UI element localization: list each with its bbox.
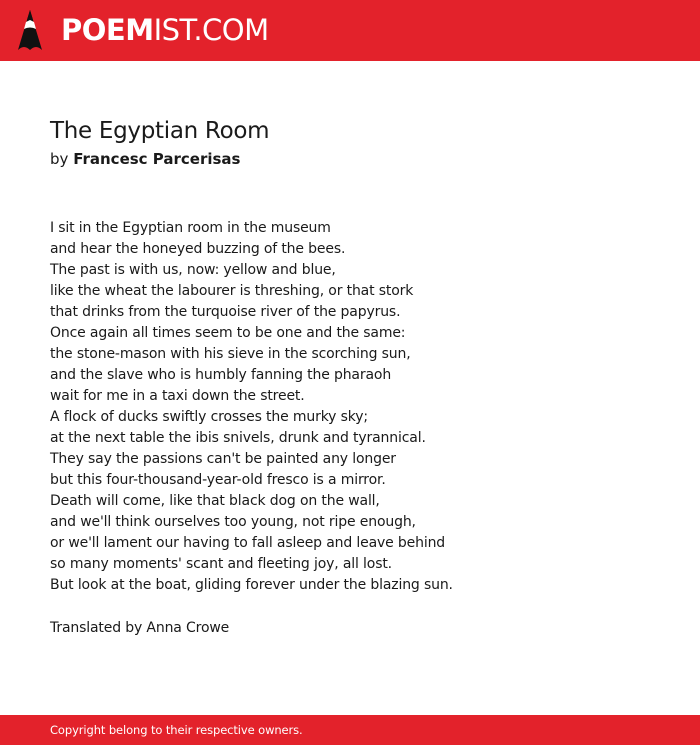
poem-line: like the wheat the labourer is threshing, or that stork (50, 283, 414, 299)
poem-line: the stone-mason with his sieve in the scorching sun, (50, 346, 411, 362)
poem-line: They say the passions can't be painted any longer (50, 451, 396, 467)
poem-line: but this four-thousand-year-old fresco is a mirror. (50, 472, 386, 488)
poem-line: and we'll think ourselves too young, not ripe enough, (50, 514, 416, 530)
logo-light-part: IST.COM (153, 13, 269, 47)
poem-line: or we'll lament our having to fall asleep and leave behind (50, 535, 446, 551)
site-footer (0, 715, 700, 745)
site-header (0, 0, 700, 61)
by-label: by (50, 150, 69, 168)
poem-heading (50, 114, 660, 169)
logo-bold-part: POEM (61, 13, 154, 47)
translator-note: Translated by Anna Crowe (50, 620, 230, 636)
poem-line: and hear the honeyed buzzing of the bees. (50, 241, 346, 257)
pencil-tip-icon (17, 9, 43, 52)
author-link[interactable]: Francesc Parcerisas (73, 150, 241, 168)
poem-line: at the next table the ibis snivels, drunk and tyrannical. (50, 430, 426, 446)
poem-line: wait for me in a taxi down the street. (50, 388, 305, 404)
site-logo-text (61, 12, 269, 48)
poem-title: The Egyptian Room (50, 118, 270, 144)
poem-line: A flock of ducks swiftly crosses the murky sky; (50, 409, 368, 425)
byline (50, 149, 660, 169)
poem-line: and the slave who is humbly fanning the pharaoh (50, 367, 392, 383)
poem-line: Once again all times seem to be one and the same: (50, 325, 406, 341)
poem-line: that drinks from the turquoise river of the papyrus. (50, 304, 401, 320)
copyright-text: Copyright belong to their respective owners. (50, 723, 303, 737)
poem-body (50, 218, 660, 596)
poem-line: The past is with us, now: yellow and blue, (50, 262, 336, 278)
poem-line: so many moments' scant and fleeting joy, all lost. (50, 556, 392, 572)
poem-line: I sit in the Egyptian room in the museum (50, 220, 331, 236)
poem-line: Death will come, like that black dog on the wall, (50, 493, 380, 509)
poem-line: But look at the boat, gliding forever under the blazing sun. (50, 577, 453, 593)
